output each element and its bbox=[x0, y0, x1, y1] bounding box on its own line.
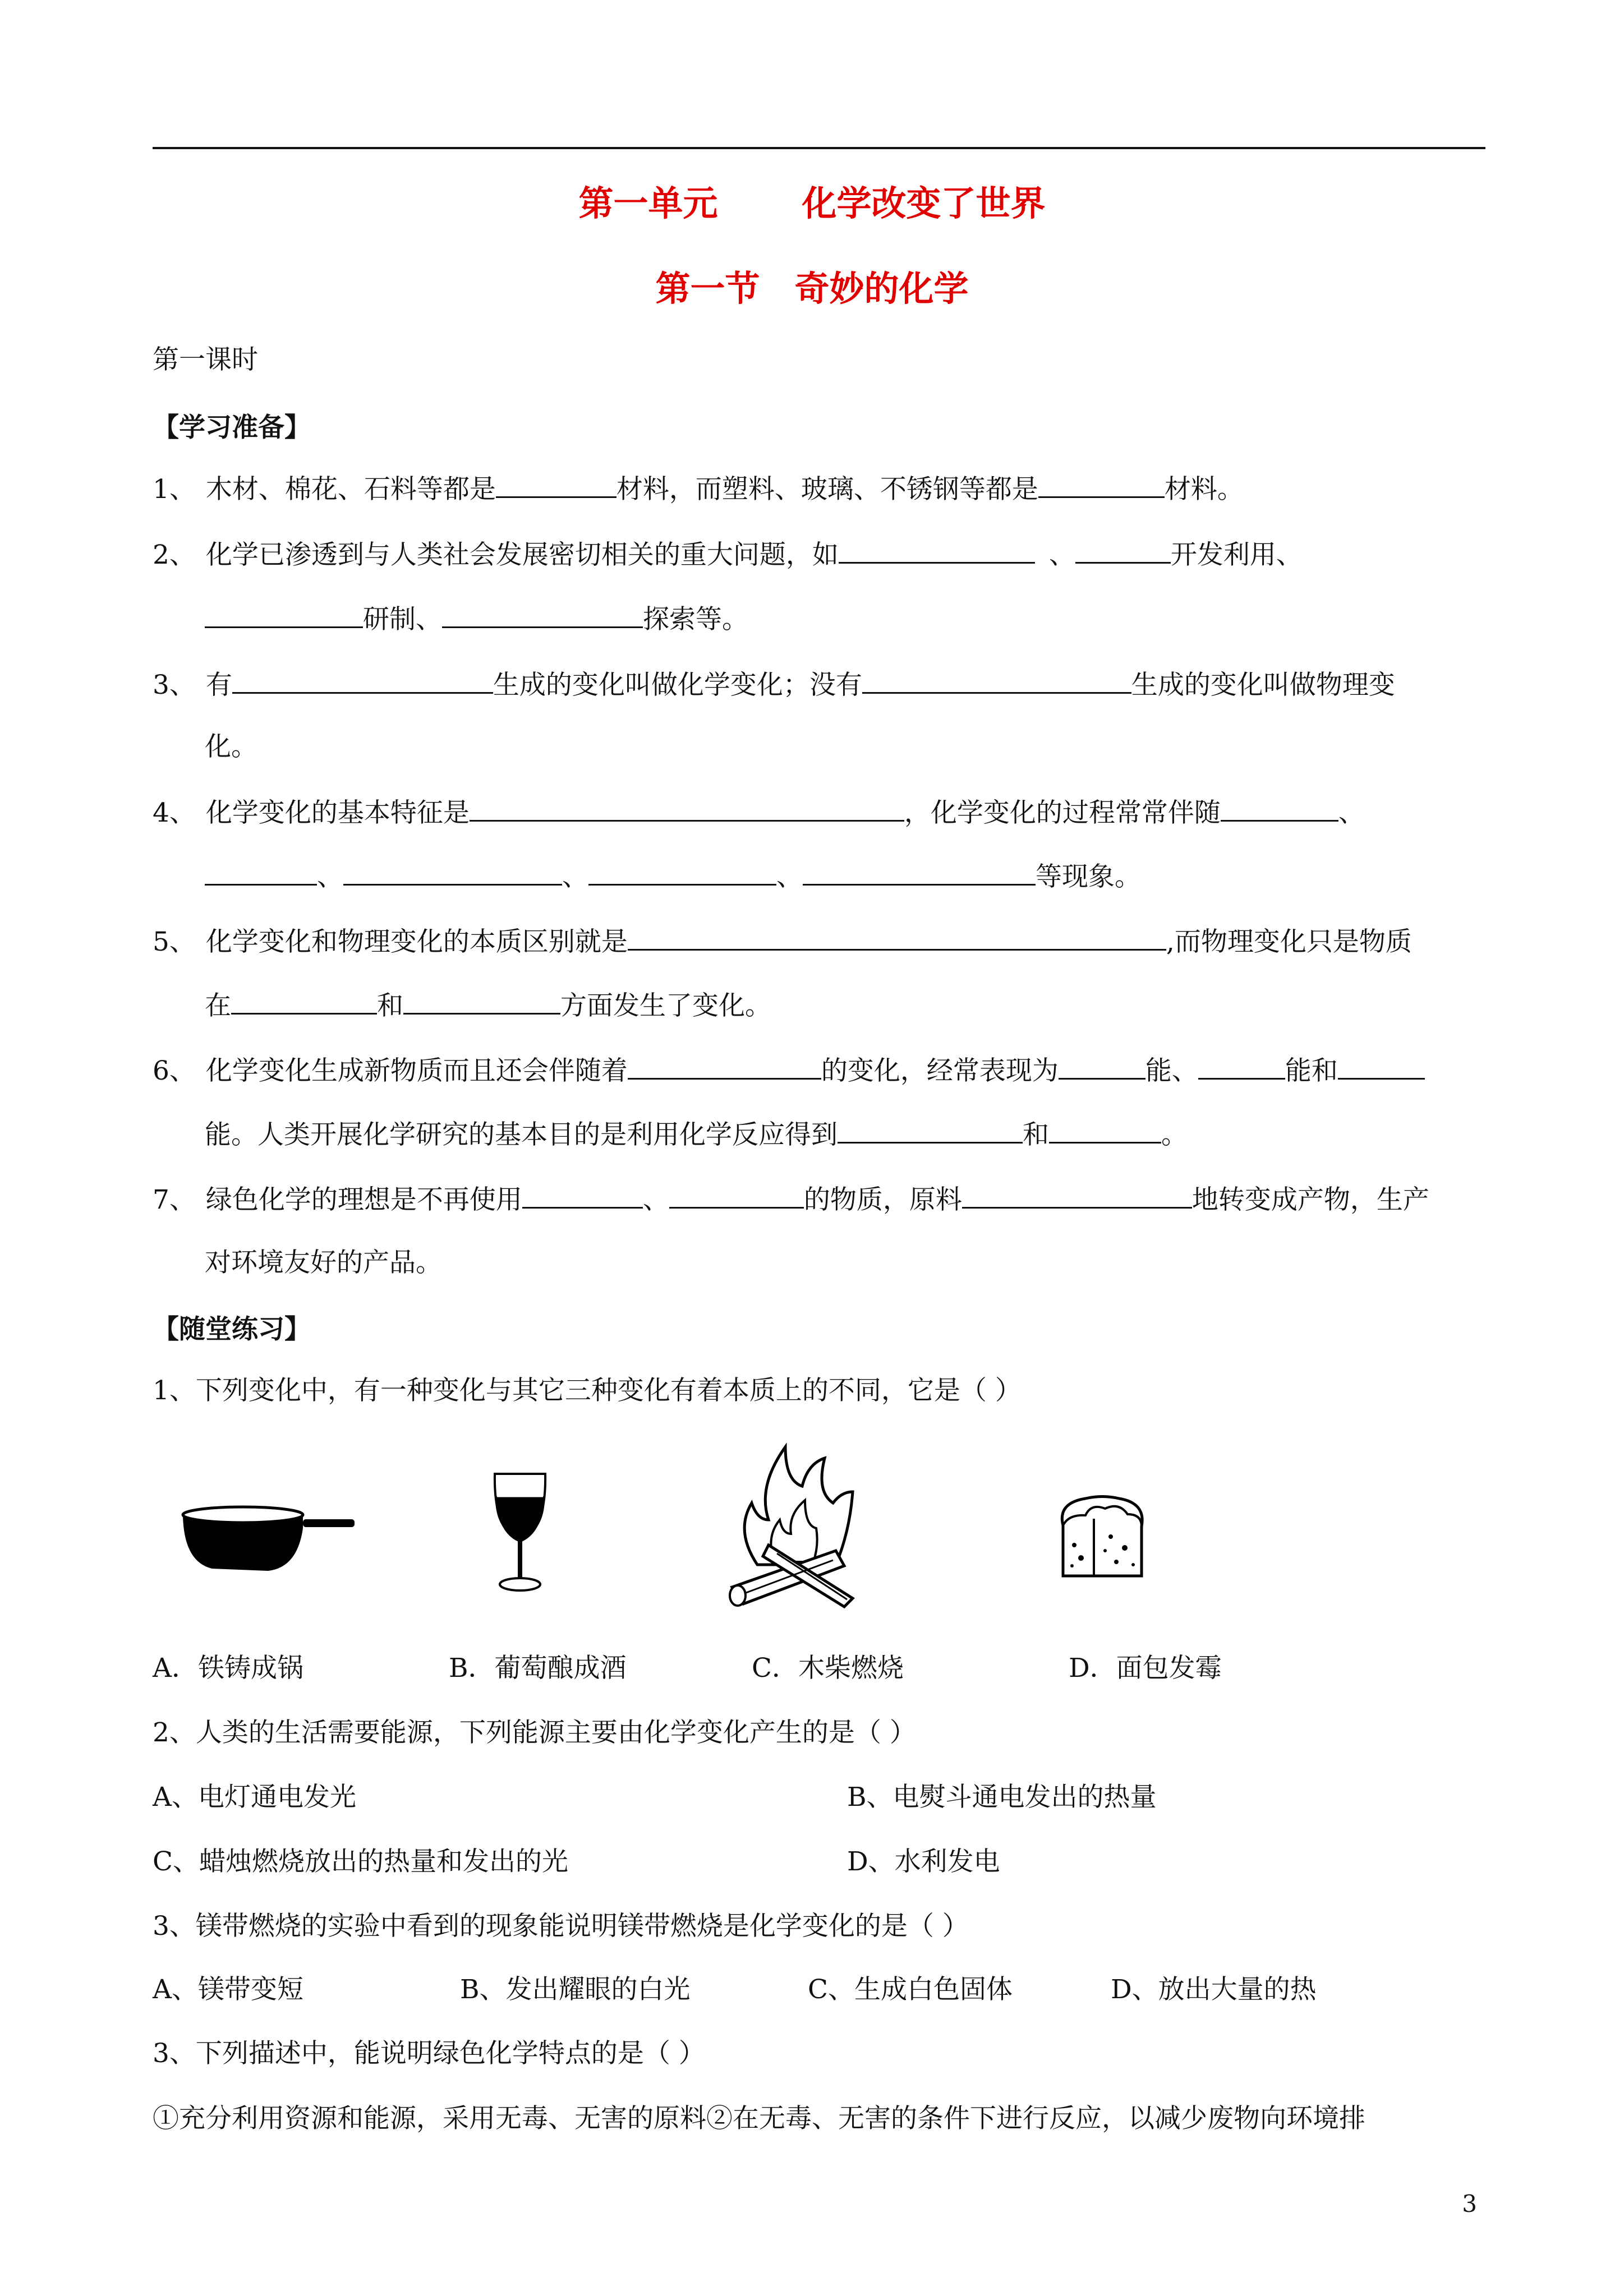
prep-q2: 2、 化学已渗透到与人类社会发展密切相关的重大问题，如 、 开发利用、 bbox=[153, 537, 1303, 572]
option-d: D．面包发霉 bbox=[1069, 1653, 1222, 1684]
option-d: D、水利发电 bbox=[847, 1846, 1000, 1877]
moldy-bread-icon bbox=[1052, 1492, 1153, 1587]
option-a: A．铁铸成锅 bbox=[153, 1653, 303, 1684]
prep-q4: 4、 化学变化的基本特征是 ，化学变化的过程常常伴随 、 bbox=[153, 795, 1365, 830]
prep-q7-cont: 对环境友好的产品。 bbox=[205, 1247, 442, 1278]
prep-q5: 5、 化学变化和物理变化的本质区别就是 ,而物理变化只是物质 bbox=[153, 924, 1412, 959]
blank[interactable] bbox=[1075, 537, 1171, 564]
blank[interactable] bbox=[343, 859, 562, 886]
blank[interactable] bbox=[470, 795, 904, 822]
option-b: B．葡萄酿成酒 bbox=[449, 1653, 627, 1684]
blank[interactable] bbox=[1221, 795, 1338, 822]
prep-q5-cont: 在 和 方面发生了变化。 bbox=[205, 988, 771, 1023]
blank[interactable] bbox=[962, 1182, 1192, 1209]
option-c: C．木柴燃烧 bbox=[752, 1653, 904, 1684]
blank[interactable] bbox=[803, 859, 1036, 886]
blank[interactable] bbox=[628, 924, 1166, 951]
wine-glass-icon bbox=[489, 1469, 551, 1598]
blank[interactable] bbox=[1059, 1053, 1145, 1080]
practice-q4-stem: 3、下列描述中，能说明绿色化学特点的是（ ） bbox=[153, 2038, 705, 2069]
header-rule bbox=[153, 147, 1485, 149]
burning-wood-icon bbox=[724, 1436, 864, 1610]
unit-title: 第一单元 化学改变了世界 bbox=[578, 183, 1046, 224]
blank[interactable] bbox=[838, 1117, 1023, 1144]
prep-heading: 【学习准备】 bbox=[153, 412, 311, 443]
prep-q2-cont: 研制、 探索等。 bbox=[205, 602, 748, 637]
blank[interactable] bbox=[1338, 1053, 1425, 1080]
practice-heading: 【随堂练习】 bbox=[153, 1314, 311, 1345]
blank[interactable] bbox=[1038, 472, 1165, 498]
blank[interactable] bbox=[669, 1182, 804, 1209]
option-b: B、发出耀眼的白光 bbox=[460, 1974, 691, 2005]
blank[interactable] bbox=[588, 859, 776, 886]
prep-q7: 7、 绿色化学的理想是不再使用 、 的物质，原料 地转变成产物，生产 bbox=[153, 1182, 1429, 1217]
blank[interactable] bbox=[205, 859, 317, 886]
option-d: D、放出大量的热 bbox=[1111, 1974, 1317, 2005]
blank[interactable] bbox=[862, 667, 1131, 694]
blank[interactable] bbox=[205, 602, 363, 628]
blank[interactable] bbox=[1049, 1117, 1161, 1144]
option-a: A、镁带变短 bbox=[153, 1974, 303, 2005]
option-a: A、电灯通电发光 bbox=[153, 1782, 356, 1813]
option-b: B、电熨斗通电发出的热量 bbox=[847, 1782, 1157, 1813]
option-c: C、蜡烛燃烧放出的热量和发出的光 bbox=[153, 1846, 568, 1877]
blank[interactable] bbox=[232, 667, 493, 694]
blank[interactable] bbox=[403, 988, 560, 1015]
blank[interactable] bbox=[839, 537, 1035, 564]
practice-q3-stem: 3、镁带燃烧的实验中看到的现象能说明镁带燃烧是化学变化的是（ ） bbox=[153, 1911, 969, 1942]
lesson-label: 第一课时 bbox=[153, 344, 258, 375]
prep-q3: 3、 有 生成的变化叫做化学变化；没有 生成的变化叫做物理变 bbox=[153, 667, 1395, 702]
practice-q4-line: ①充分利用资源和能源，采用无毒、无害的原料②在无毒、无害的条件下进行反应，以减少废物向环境排 bbox=[153, 2103, 1365, 2134]
prep-q6: 6、 化学变化生成新物质而且还会伴随着 的变化，经常表现为 能、 能和 bbox=[153, 1053, 1425, 1088]
option-c: C、生成白色固体 bbox=[808, 1974, 1013, 2005]
prep-q4-cont: 、 、 、 等现象。 bbox=[205, 859, 1141, 894]
page-number: 3 bbox=[1462, 2190, 1477, 2217]
practice-q1-stem: 1、下列变化中，有一种变化与其它三种变化有着本质上的不同，它是（ ） bbox=[153, 1375, 1022, 1406]
blank[interactable] bbox=[628, 1053, 821, 1080]
prep-q6-cont: 能。人类开展化学研究的基本目的是利用化学反应得到 和 。 bbox=[205, 1117, 1188, 1152]
practice-q2-stem: 2、人类的生活需要能源，下列能源主要由化学变化产生的是（ ） bbox=[153, 1717, 916, 1748]
pan-icon bbox=[178, 1495, 358, 1579]
blank[interactable] bbox=[231, 988, 377, 1015]
blank[interactable] bbox=[1198, 1053, 1285, 1080]
blank[interactable] bbox=[496, 472, 617, 498]
prep-q3-cont: 化。 bbox=[205, 731, 257, 762]
prep-q1: 1、 木材、棉花、石料等都是 材料，而塑料、玻璃、不锈钢等都是 材料。 bbox=[153, 472, 1244, 506]
blank[interactable] bbox=[522, 1182, 643, 1209]
blank[interactable] bbox=[442, 602, 643, 628]
section-title: 第一节 奇妙的化学 bbox=[655, 268, 969, 309]
